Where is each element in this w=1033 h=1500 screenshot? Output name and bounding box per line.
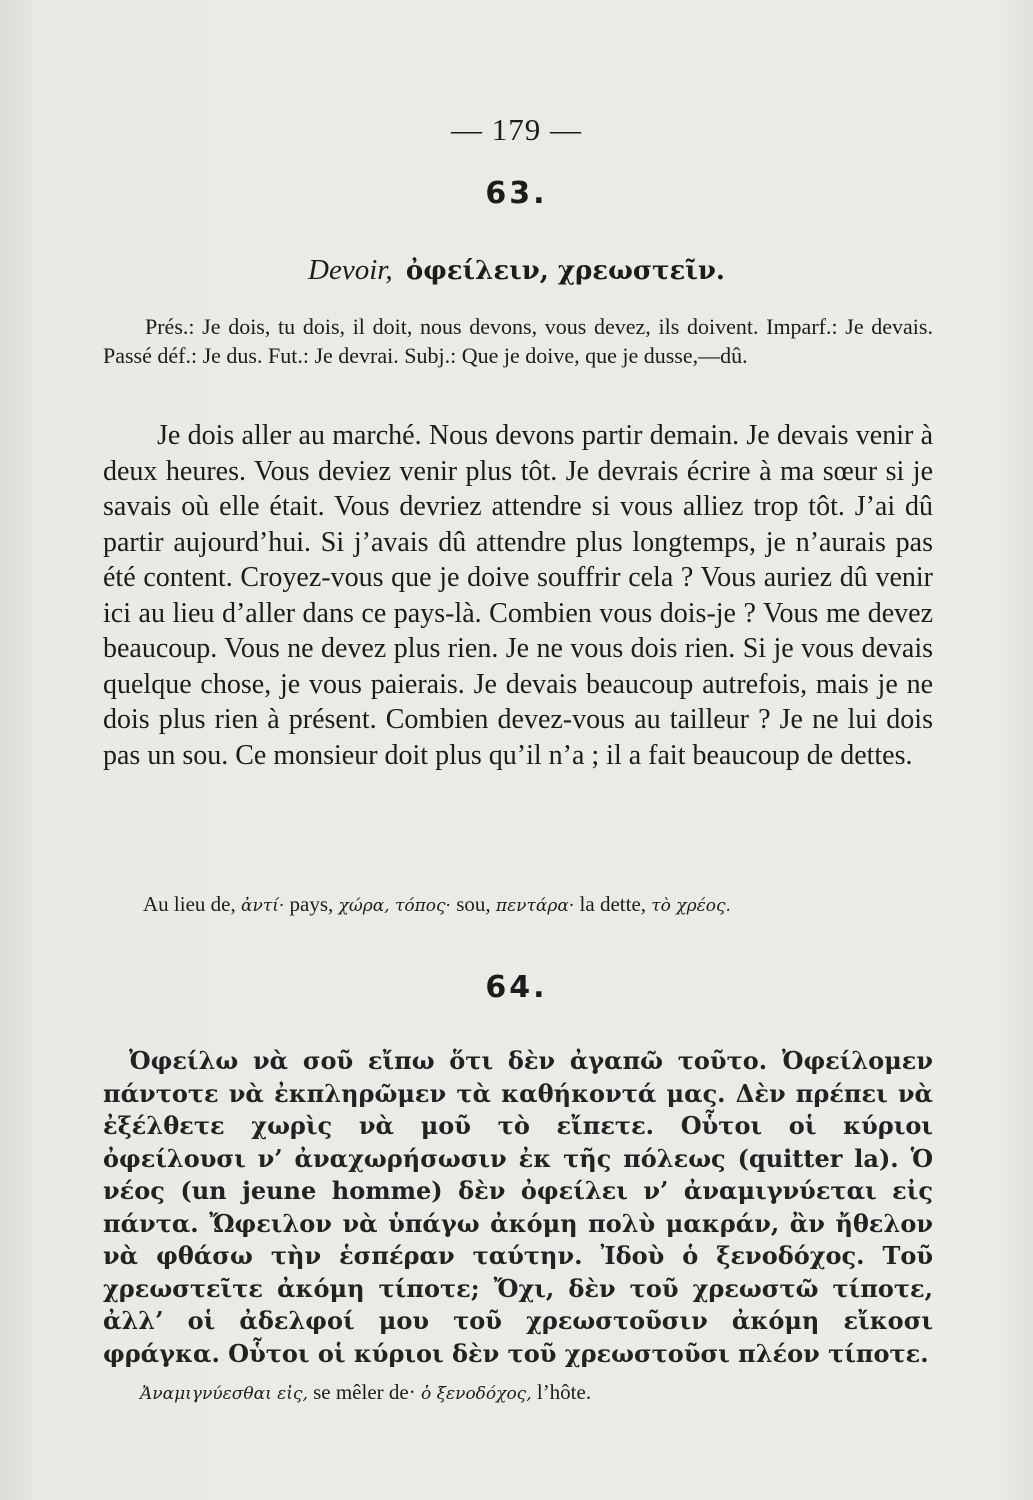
lesson-64-exercise-text: Ὀφείλω νὰ σοῦ εἴπω ὅτι δὲν ἀγαπῶ τοῦτο. Ὀφείλομεν πάντοτε νὰ ἐκπληρῶμεν τὰ καθήκοντά μας. Δὲν πρέπει νὰ ἐξέλθετε χωρὶς νὰ μοῦ τὸ εἴπετε. Οὗτοι οἱ κύριοι ὀφείλουσι ν’ ἀναχωρήσωσιν ἐκ τῆς πόλεως (quitter la). Ὁ νέος (un jeune homme) δὲν ὀφείλει ν’ ἀναμιγνύεται εἰς πάντα. Ὤφειλον νὰ ὑπάγω ἀκόμη πολὺ μακράν, ἂν ἤθελον νὰ φθάσω τὴν ἑσπέραν ταύτην. Ἰδοὺ ὁ ξενοδόχος. Τοῦ χρεωστεῖτε ἀκόμη τίποτε; Ὄχι, δὲν τοῦ χρεωστῶ τίποτε, ἀλλ’ οἱ ἀδελφοί μου τοῦ χρεωστοῦσιν ἀκόμη εἴκοσι φράγκα. Οὗτοι οἱ κύριοι δὲν τοῦ χρεωστοῦσι πλέον τίποτε. — [103, 1046, 933, 1368]
vocab-gr: ἀντί· — [240, 896, 285, 916]
vocab-gr: τὸ χρέος. — [651, 896, 731, 916]
lesson-63-vocabulary-note — [103, 889, 933, 922]
vocab-fr: pays, — [289, 892, 334, 916]
lesson-63-number: 63. — [485, 176, 548, 211]
conjugation-paragraph: Prés.: Je dois, tu dois, il doit, nous devons, vous devez, ils doivent. Imparf.: Je devais. Passé déf.: Je dus. Fut.: Je devrai. Subj.: Que je doive, que je dusse,—dû. — [103, 314, 933, 368]
vocab-fr: se mêler de· — [313, 1380, 416, 1404]
vocab-gr: χώρα, τόπος· — [338, 896, 451, 916]
vocab-gr: πεντάρα· — [495, 896, 575, 916]
vocab-gr: ὁ ξενοδόχος, — [420, 1384, 532, 1404]
vocab-gr: Ἀναμιγνύεσθαι εἰς, — [140, 1384, 308, 1404]
vocab-fr: l’hôte. — [536, 1380, 592, 1404]
vocab-fr: Au lieu de, — [143, 892, 236, 916]
lesson-64-vocabulary-note — [140, 1378, 940, 1408]
page-number: — 179 — — [451, 112, 582, 147]
lesson-63-title — [0, 254, 1033, 287]
lesson-63-title-greek: ὀφείλειν, χρεωστεῖν. — [405, 256, 725, 286]
lesson-63-exercise-text: Je dois aller au marché. Nous devons partir demain. Je devais venir à deux heures. Vous deviez venir plus tôt. Je devrais écrire à ma sœur si je savais où elle était. Vous devriez attendre si vous alliez trop tôt. J’ai dû partir aujourd’hui. Si j’avais dû attendre plus longtemps, je n’aurais pas été content. Croyez-vous que je doive souffrir cela ? Vous auriez dû venir ici au lieu d’aller dans ce pays-là. Combien vous dois-je ? Vous me devez beaucoup. Vous ne devez plus rien. Je ne vous dois rien. Si je vous devais quelque chose, je vous paierais. Je devais beaucoup autrefois, mais je ne dois plus rien à présent. Combien devez-vous au tailleur ? Je ne lui dois pas un sou. Ce monsieur doit plus qu’il n’a ; il a fait beaucoup de dettes. — [103, 420, 933, 771]
lesson-64-number: 64. — [485, 970, 548, 1005]
vocab-fr: sou, — [456, 892, 491, 916]
vocab-fr: la dette, — [579, 892, 647, 916]
lesson-63-title-french: Devoir, — [308, 254, 393, 286]
